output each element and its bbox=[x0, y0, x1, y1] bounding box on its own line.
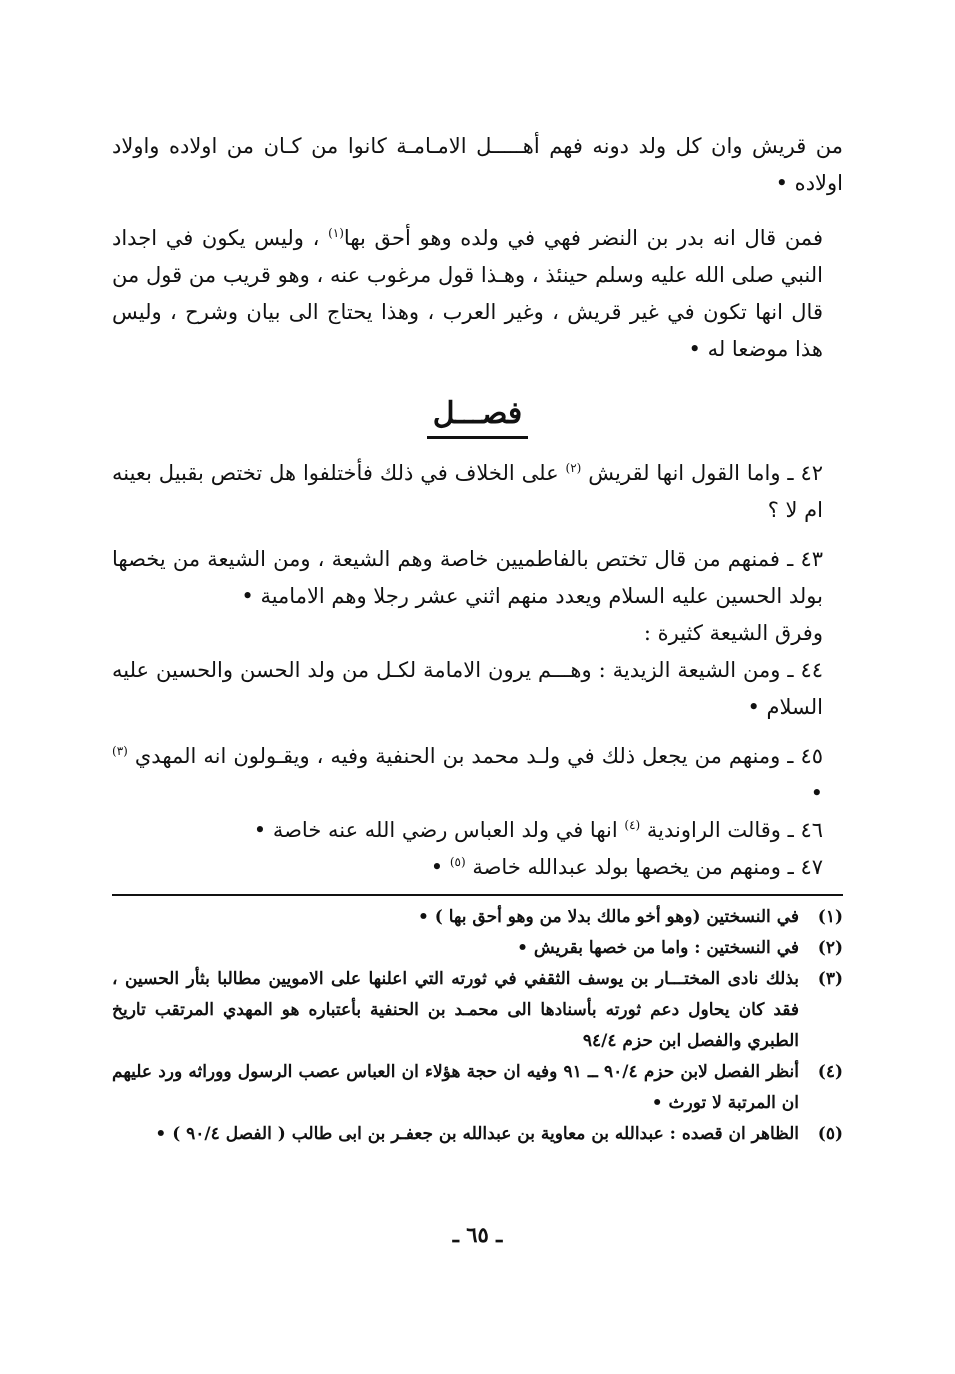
footnote-2 bbox=[112, 933, 843, 964]
paragraph-45 bbox=[112, 738, 843, 812]
paragraph-2-text-a: فمن قال انه بدر بن النضر فهي في ولده وهو أحق بها bbox=[343, 226, 823, 250]
footnote-1 bbox=[112, 902, 843, 933]
footnotes bbox=[112, 902, 843, 1150]
footnote-number: (٥) bbox=[817, 1124, 843, 1144]
footnote-text: أنظر الفصل لابن حزم ٩٠/٤ ــ ٩١ وفيه ان حجة هؤلاء ان العباس عصب الرسول ووراثه ورد عليهم ان المرتبة لا تورث • bbox=[112, 1062, 799, 1113]
paragraph-2 bbox=[112, 220, 843, 368]
paragraph-47 bbox=[112, 849, 843, 886]
paragraph-47-text-a: ٤٧ ـ ومنهم من يخصها بولد عبدالله خاصة bbox=[472, 855, 823, 879]
footnote-text: الظاهر ان قصده : عبدالله بن معاوية بن عبدالله بن جعفـر بن ابى طالب ( الفصل ٩٠/٤ ) • bbox=[155, 1124, 799, 1144]
paragraph-1: من قريش وان كل ولد دونه فهم أهـــــل الامـامـة كانوا من كـان من اولاده واولاد اولاده • bbox=[112, 134, 843, 195]
page-number: ـ ٦٥ ـ bbox=[452, 1222, 503, 1247]
paragraph-46-text-b: انها في ولد العباس رضي الله عنه خاصة • bbox=[253, 818, 618, 842]
section-heading-text: فصـــل bbox=[427, 394, 528, 439]
footnote-ref-2[interactable]: (٢) bbox=[565, 461, 582, 475]
footnote-number: (٣) bbox=[817, 969, 843, 989]
footnote-text: في النسختين (وهو أخو مالك بدلا من وهو أحق بها ) • bbox=[418, 907, 799, 927]
footnote-ref-4[interactable]: (٤) bbox=[624, 818, 641, 832]
paragraph-45-text-a: ٤٥ ـ ومنهم من يجعل ذلك في ولـد محمد بن الحنفية وفيه ، ويقـولون انه المهدي bbox=[134, 744, 823, 768]
footnote-divider bbox=[112, 894, 843, 896]
footnote-text: بذلك نادى المختـــار بن يوسف الثقفي في ثورته التي اعلنها على الامويين مطالبا بثأر الحسين ، فقد كان يحاول دعم ثورته بأسنادها الى محمـد بن الحنفية بأعتباره هو المهدي المرتقب تاريخ الطبري والفصل ابن حزم ٩٤/٤ bbox=[112, 969, 799, 1051]
paragraph-42-text-b: على الخلاف في ذلك فأختلفوا هل تختص بقبيل بعينه ام لا ؟ bbox=[112, 461, 823, 522]
paragraph-42-text-a: ٤٢ ـ واما القول انها لقريش bbox=[588, 461, 823, 485]
footnote-5 bbox=[112, 1119, 843, 1150]
paragraph-44: ٤٤ ـ ومن الشيعة الزيدية : وهـــم يرون الامامة لكـل من ولد الحسن والحسين عليه السلام • bbox=[112, 658, 823, 719]
footnote-3 bbox=[112, 964, 843, 1057]
footnote-number: (١) bbox=[817, 907, 843, 927]
paragraph-43-sub: وفرق الشيعة كثيرة : bbox=[643, 621, 823, 645]
paragraph-43: ٤٣ ـ فمنهم من قال تختص بالفاطميين خاصة وهم الشيعة ، ومن الشيعة من يخصها بولد الحسين عليه السلام ويعدد منهم اثني عشر رجلا وهم الامامية • bbox=[112, 547, 823, 608]
paragraph-46 bbox=[112, 812, 843, 849]
paragraph-42 bbox=[112, 455, 843, 529]
footnote-4 bbox=[112, 1057, 843, 1119]
paragraph-45-text-b: • bbox=[810, 781, 823, 805]
footnote-number: (٢) bbox=[817, 938, 843, 958]
footnote-number: (٤) bbox=[817, 1062, 843, 1082]
section-heading bbox=[112, 394, 843, 439]
paragraph-2-text-b: ، وليس يكون في اجداد النبي صلى الله عليه وسلم حينئذ ، وهـذا قول مرغوب عنه ، وهو قريب من قول من قال انها تكون في غير قريش ، وغير العرب ، وهذا يحتاج الى بيان وشرح ، وليس هذا موضعا له • bbox=[112, 226, 823, 361]
footnote-text: في النسختين : واما من خصها بقريش • bbox=[517, 938, 799, 958]
footnote-ref-3[interactable]: (٣) bbox=[112, 744, 128, 758]
footnote-ref-5[interactable]: (٥) bbox=[449, 855, 466, 869]
paragraph-46-text-a: ٤٦ ـ وقالت الراوندية bbox=[646, 818, 823, 842]
footnote-ref-1[interactable]: (١) bbox=[328, 226, 344, 240]
paragraph-47-text-b: • bbox=[430, 855, 444, 879]
